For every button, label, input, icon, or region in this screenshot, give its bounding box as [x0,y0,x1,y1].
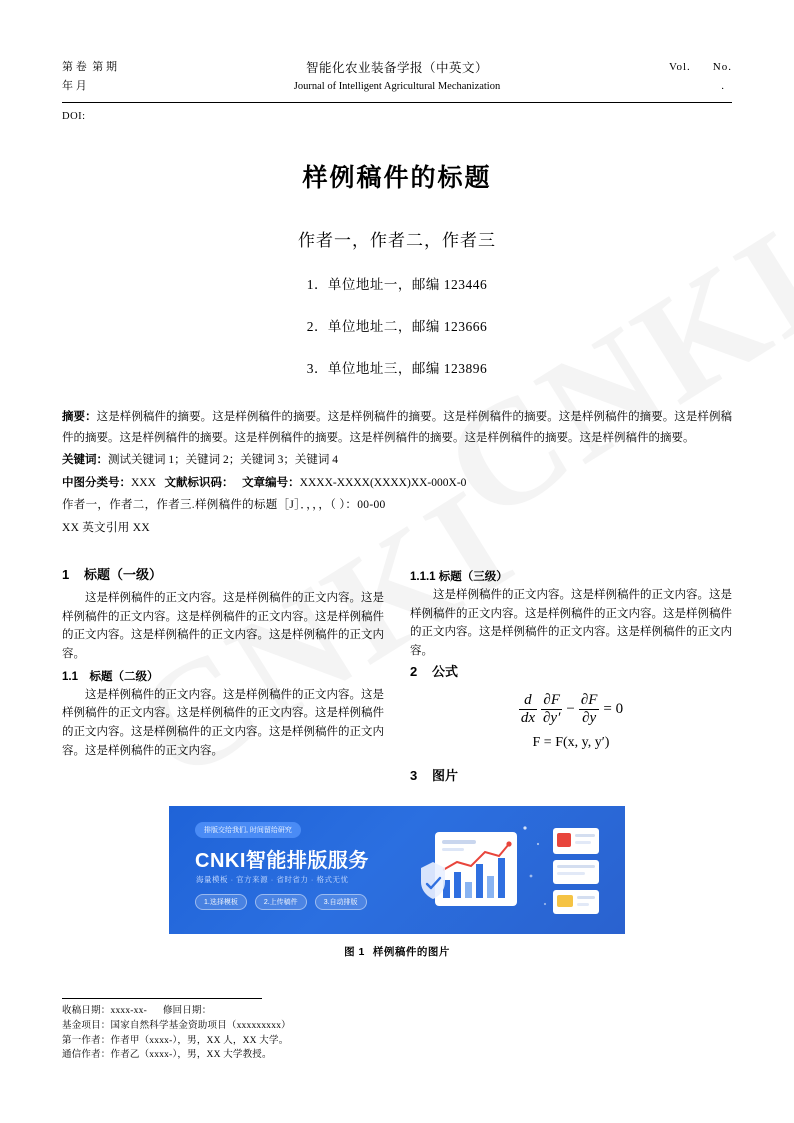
figure-step-1: 1.选择模板 [195,894,247,910]
citation-en: XX 英文引用 XX [62,521,150,534]
formula-frac-2-top: ∂F [541,692,562,710]
received-date: 收稿日期：xxxx-xx- [62,1006,147,1017]
volume-issue-line: 第 卷 第 期 [62,61,117,73]
heading-level1-2-text: 公式 [432,663,459,679]
article-no-value: XXXX-XXXX(XXXX)XX-000X-0 [299,476,467,489]
column-right [410,564,732,790]
figure-step-3: 3.自动排版 [315,894,367,910]
abstract-text: 这是样例稿件的摘要。这是样例稿件的摘要。这是样例稿件的摘要。这是样例稿件的摘要。这是样例稿件的摘要。这是样例稿件的摘要。这是样例稿件的摘要。这是样例稿件的摘要。这是样例稿件的摘要。这是样例稿件的摘要。这是样例稿件的摘要。 [62,411,733,444]
footnote-corresponding-author: 通信作者：作者乙（xxxx-），男，XX 大学教授。 [62,1050,272,1061]
footnote-dates [62,1004,362,1019]
heading-level1-1 [62,564,384,583]
heading-level1-3-text: 图片 [432,767,459,783]
running-head [62,58,732,95]
doi-line: DOI: [62,111,86,123]
formula-frac-3-bot: ∂y [582,709,597,726]
affiliation-3: 3．单位地址三，邮编 123896 [306,361,488,377]
paragraph-right-1: 这是样例稿件的正文内容。这是样例稿件的正文内容。这是样例稿件的正文内容。这是样例稿件的正文内容。这是样例稿件的正文内容。这是样例稿件的正文内容。这是样例稿件的正文内容。 [410,589,732,658]
figure-image [169,806,625,934]
formula-frac-1-top: d [519,692,537,710]
heading-level3-1: 1.1.1 标题（三级） [410,571,508,584]
formula-1 [410,692,732,727]
heading-level1-1-text: 标题（一级） [84,567,163,583]
formula-equals-zero: = 0 [603,700,624,717]
keywords-text: 测试关键词 1；关键词 2；关键词 3；关键词 4 [108,454,338,467]
heading-level1-2 [410,661,732,680]
volume-label: Vol. [668,61,691,73]
author-list: 作者一，作者二，作者三 [298,231,496,251]
header-divider [62,102,732,103]
running-head-left [62,58,212,95]
formula-frac-2-bot: ∂y′ [543,709,561,726]
keywords-label: 关键词： [62,454,108,467]
running-head-right-line2: . [721,79,724,92]
figure-badge: 排版交给我们, 时间留给研究 [195,822,301,838]
page-title: 样例稿件的标题 [302,164,492,193]
formula-frac-3-top: ∂F [580,691,598,708]
clc-value: XXX [131,476,156,489]
abstract-block [62,407,732,538]
clc-label: 中图分类号： [62,476,131,489]
column-left [62,564,384,790]
running-head-right [582,58,732,95]
figure-step-2: 2.上传稿件 [255,894,307,910]
heading-level1-3 [410,765,732,784]
formula-frac-1-bot: dx [520,709,536,726]
abstract-paragraph [62,407,732,448]
journal-title-cn: 智能化农业装备学报（中英文） [305,61,488,75]
revised-date: 修回日期： [162,1006,212,1017]
affiliation-1: 1．单位地址一，邮编 123446 [306,277,488,293]
figure-block [62,806,732,959]
formula-frac-2 [541,692,562,727]
footnotes [62,998,362,1063]
heading-level1-3-number: 3 [410,767,418,783]
heading-level2-1: 1.1 标题（二级） [62,670,159,683]
figure-steps [195,894,367,910]
keywords-line [62,450,732,470]
year-month-line: 年 月 [62,79,87,92]
figure-caption [62,944,732,959]
paragraph-left-2: 这是样例稿件的正文内容。这是样例稿件的正文内容。这是样例稿件的正文内容。这是样例稿件的正文内容。这是样例稿件的正文内容。这是样例稿件的正文内容。这是样例稿件的正文内容。这是样例稿件的正文内容。 [62,688,384,757]
heading-level1-2-number: 2 [410,663,418,679]
formula-frac-1 [519,692,537,727]
footnote-funding: 基金项目：国家自然科学基金资助项目（xxxxxxxxx） [62,1020,291,1031]
article-no-label: 文章编号： [242,476,300,489]
formula-frac-3 [579,692,600,727]
heading-level1-1-number: 1 [62,567,70,583]
footnote-first-author: 第一作者：作者甲（xxxx-），男，XX 人，XX 大学。 [62,1035,289,1046]
figure-caption-number: 图 1 [344,945,365,958]
figure-headline: CNKI智能排版服务 [195,849,369,872]
journal-title-en: Journal of Intelligent Agricultural Mechanization [293,81,501,92]
abstract-label: 摘要： [62,411,97,424]
figure-illustration [405,814,617,926]
doc-code-label: 文献标识码： [164,476,234,489]
figure-caption-text: 样例稿件的图片 [372,945,450,958]
footnote-divider [62,998,262,999]
formula-2: F = F(x, y, y′) [532,734,610,750]
running-head-center [212,58,582,92]
citation-cn: 作者一，作者二，作者三.样例稿件的标题［J］．，，，（ ）：00-00 [62,499,386,512]
affiliation-2: 2．单位地址二，邮编 123666 [306,319,488,335]
paragraph-left-1: 这是样例稿件的正文内容。这是样例稿件的正文内容。这是样例稿件的正文内容。这是样例稿件的正文内容。这是样例稿件的正文内容。这是样例稿件的正文内容。这是样例稿件的正文内容。 [62,592,384,661]
figure-subheadline: 海量模板 · 官方来源 · 省时省力 · 格式无忧 [196,874,349,884]
classification-line [62,473,732,493]
number-label: No. [712,61,732,73]
formula-minus-sign: − [566,700,575,717]
body-columns [62,564,732,790]
